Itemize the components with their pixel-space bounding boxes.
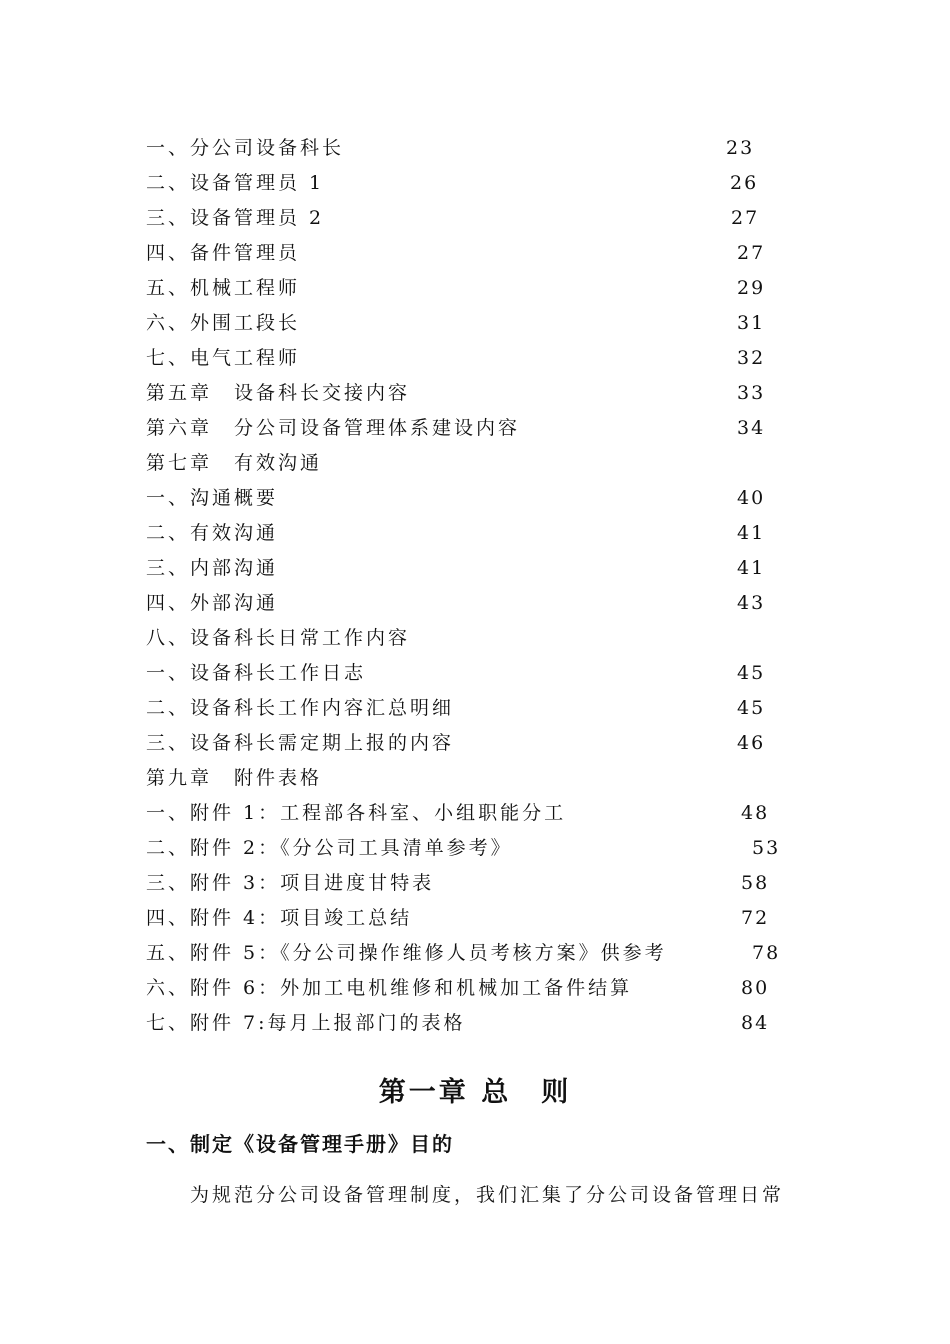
toc-entry-title: 一、设备科长工作日志 <box>146 662 367 684</box>
toc-entry <box>0 446 950 481</box>
toc-entry-title: 六、附件 6：外加工电机维修和机械加工备件结算 <box>146 977 633 999</box>
toc-entry <box>0 586 950 621</box>
toc-entry-page: 48 <box>741 802 770 824</box>
toc-entry-title: 一、分公司设备科长 <box>146 137 345 159</box>
toc-entry-title: 四、外部沟通 <box>146 592 279 614</box>
toc-entry-page: 27 <box>731 207 760 229</box>
toc-entry-page: 40 <box>737 487 766 509</box>
toc-entry <box>0 411 950 446</box>
toc-entry-title: 七、附件 7:每月上报部门的表格 <box>146 1012 466 1034</box>
toc-entry-title: 三、设备科长需定期上报的内容 <box>146 732 455 754</box>
toc-entry-title: 六、外围工段长 <box>146 312 301 334</box>
toc-entry <box>0 481 950 516</box>
toc-entry-page: 58 <box>741 872 770 894</box>
body-paragraph: 为规范分公司设备管理制度，我们汇集了分公司设备管理日常 <box>190 1184 785 1206</box>
toc-entry-page: 23 <box>726 137 755 159</box>
toc-entry <box>0 866 950 901</box>
toc-entry <box>0 901 950 936</box>
toc-entry-title: 七、电气工程师 <box>146 347 301 369</box>
toc-entry-page: 34 <box>737 417 766 439</box>
toc-entry-title: 第六章 分公司设备管理体系建设内容 <box>146 417 521 439</box>
toc-entry <box>0 166 950 201</box>
toc-entry-title: 五、机械工程师 <box>146 277 301 299</box>
toc-entry <box>0 236 950 271</box>
toc-entry <box>0 761 950 796</box>
toc-entry-title: 四、备件管理员 <box>146 242 301 264</box>
toc-entry-title: 第五章 设备科长交接内容 <box>146 382 411 404</box>
toc-entry-title: 三、内部沟通 <box>146 557 279 579</box>
toc-entry-page: 29 <box>737 277 766 299</box>
toc-entry-title: 二、设备科长工作内容汇总明细 <box>146 697 455 719</box>
toc-entry <box>0 516 950 551</box>
toc-entry-title: 二、设备管理员 1 <box>146 172 325 194</box>
toc-entry-title: 一、附件 1：工程部各科室、小组职能分工 <box>146 802 567 824</box>
toc-entry <box>0 691 950 726</box>
toc-entry <box>0 376 950 411</box>
toc-entry-page: 84 <box>741 1012 770 1034</box>
toc-entry-page: 27 <box>737 242 766 264</box>
toc-entry-page: 78 <box>752 942 781 964</box>
toc-entry <box>0 971 950 1006</box>
toc-entry-page: 72 <box>741 907 770 929</box>
toc-entry <box>0 831 950 866</box>
toc-entry-page: 80 <box>741 977 770 999</box>
toc-entry-title: 三、附件 3：项目进度甘特表 <box>146 872 435 894</box>
toc-entry-page: 32 <box>737 347 766 369</box>
toc-entry-page: 26 <box>730 172 759 194</box>
toc-entry-title: 二、附件 2：《分公司工具清单参考》 <box>146 837 513 859</box>
toc-entry-title: 第九章 附件表格 <box>146 767 323 789</box>
toc-entry <box>0 131 950 166</box>
toc-entry-page: 45 <box>737 662 766 684</box>
toc-entry <box>0 306 950 341</box>
toc-entry <box>0 1006 950 1041</box>
toc-entry <box>0 551 950 586</box>
toc-entry <box>0 621 950 656</box>
toc-entry <box>0 201 950 236</box>
toc-entry-page: 33 <box>737 382 766 404</box>
toc-entry-page: 43 <box>737 592 766 614</box>
toc-entry <box>0 341 950 376</box>
toc-entry <box>0 726 950 761</box>
toc-entry <box>0 271 950 306</box>
toc-entry-title: 二、有效沟通 <box>146 522 279 544</box>
section-heading: 一、制定《设备管理手册》目的 <box>146 1132 454 1156</box>
toc-entry-page: 41 <box>737 557 766 579</box>
toc-entry-page: 31 <box>737 312 766 334</box>
toc-entry-title: 五、附件 5：《分公司操作维修人员考核方案》供参考 <box>146 942 667 964</box>
toc-entry-title: 第七章 有效沟通 <box>146 452 323 474</box>
toc-entry-page: 46 <box>737 732 766 754</box>
toc-entry <box>0 936 950 971</box>
toc-entry-page: 53 <box>752 837 781 859</box>
toc-entry-page: 45 <box>737 697 766 719</box>
toc-entry <box>0 656 950 691</box>
toc-entry-title: 四、附件 4：项目竣工总结 <box>146 907 413 929</box>
table-of-contents <box>0 131 950 1041</box>
toc-entry <box>0 796 950 831</box>
toc-entry-title: 一、沟通概要 <box>146 487 279 509</box>
toc-entry-title: 八、设备科长日常工作内容 <box>146 627 411 649</box>
toc-entry-page: 41 <box>737 522 766 544</box>
toc-entry-title: 三、设备管理员 2 <box>146 207 325 229</box>
chapter-title: 第一章 总 则 <box>378 1077 572 1108</box>
